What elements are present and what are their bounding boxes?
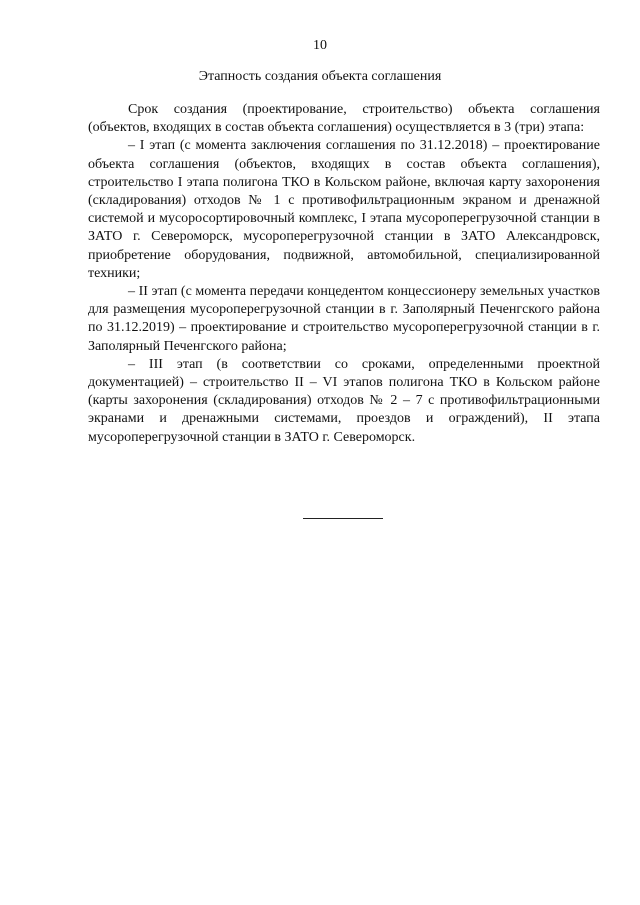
paragraph-intro: Срок создания (проектирование, строительство) объекта соглашения (объектов, входящих в состав объекта соглашения) осуществляется в 3 (три) этапа:	[88, 102, 600, 136]
paragraph-stage-2: – II этап (с момента передачи концедентом концессионеру земельных участков для размещения мусороперегрузочной станции в г. Заполярный Печенгского района по 31.12.2019) – проектирование и строительство мусороперегрузочной станции в г. Заполярный Печенгского района;	[88, 284, 600, 354]
paragraph-stage-1: – I этап (с момента заключения соглашения по 31.12.2018) – проектирование объекта соглашения (объектов, входящих в состав объекта соглашения), строительство I этапа полигона ТКО в Кольском районе, включая карту захоронения (складирования) отходов № 1 с противофильтрационным экраном и дренажной системой и мусоросортировочный комплекс, I этапа мусороперегрузочной станции в ЗАТО г. Североморск, мусороперегрузочной станции в ЗАТО Александровск, приобретение оборудования, подвижной, автомобильной, специализированной техники;	[88, 138, 600, 281]
end-separator-line	[303, 518, 383, 519]
document-body	[88, 101, 600, 447]
document-title: Этапность создания объекта соглашения	[198, 69, 442, 84]
page-number: 10	[313, 38, 327, 53]
paragraph-stage-3: – III этап (в соответствии со сроками, определенными проектной документацией) – строительство II – VI этапов полигона ТКО в Кольском районе (карты захоронения (складирования) отходов № 2 – 7 с противофильтрационными экранами и дренажными системами, проездов и ограждений), II этапа мусороперегрузочной станции в ЗАТО г. Североморск.	[88, 356, 600, 445]
